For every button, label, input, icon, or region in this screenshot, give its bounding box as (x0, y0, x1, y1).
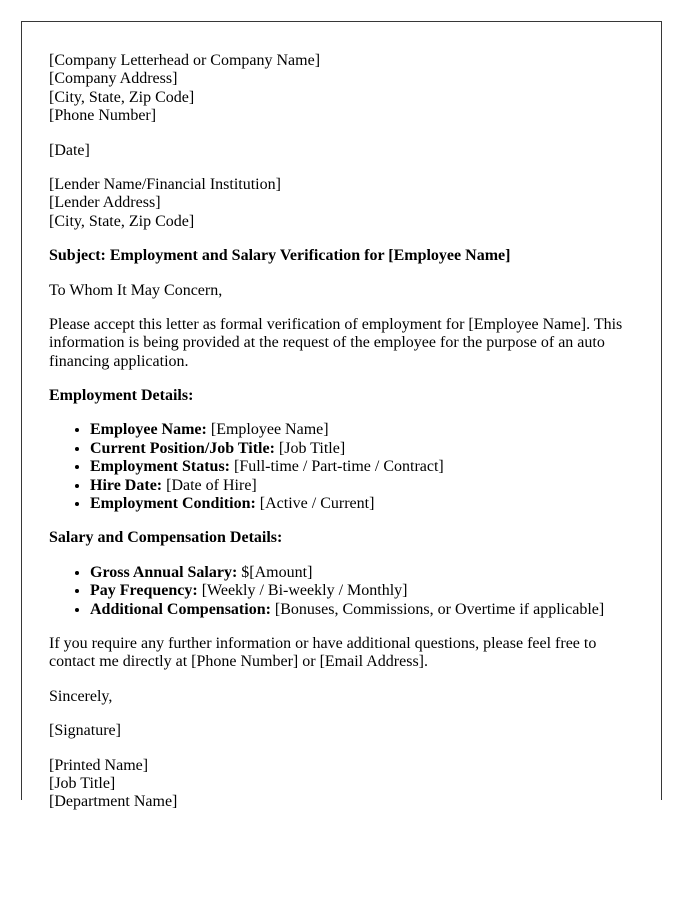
list-item-additional-compensation (90, 601, 635, 619)
list-item-gross-salary (90, 564, 635, 582)
salary-details-list (49, 564, 635, 619)
company-city-state-zip-line: [City, State, Zip Code] (49, 88, 195, 106)
printed-name-line: [Printed Name] (49, 756, 149, 774)
lender-city-state-zip-line: [City, State, Zip Code] (49, 212, 195, 230)
item-label: Employment Condition: (90, 495, 256, 513)
list-item-pay-frequency (90, 582, 635, 600)
subject-line: Subject: Employment and Salary Verification for [Employee Name] (49, 247, 511, 265)
item-value: [Active / Current] (259, 495, 375, 513)
department-name-line: [Department Name] (49, 793, 178, 811)
company-name-line: [Company Letterhead or Company Name] (49, 52, 321, 69)
salutation: To Whom It May Concern, (49, 281, 223, 299)
list-item-employment-condition (90, 495, 635, 513)
item-value: [Full-time / Part-time / Contract] (234, 458, 444, 476)
salary-details-heading: Salary and Compensation Details: (49, 529, 283, 547)
company-block (49, 52, 635, 126)
letter-page (21, 21, 662, 811)
employment-details-list (49, 421, 635, 513)
lender-block (49, 176, 635, 231)
employment-details-heading: Employment Details: (49, 387, 194, 405)
item-label: Pay Frequency: (90, 582, 198, 600)
company-phone-line: [Phone Number] (49, 107, 157, 125)
date-line: [Date] (49, 141, 90, 159)
job-title-line: [Job Title] (49, 774, 116, 792)
signature-placeholder: [Signature] (49, 722, 121, 740)
item-value: [Weekly / Bi-weekly / Monthly] (201, 582, 408, 600)
item-label: Employment Status: (90, 458, 231, 476)
signoff: Sincerely, (49, 687, 113, 705)
item-label: Hire Date: (90, 476, 163, 494)
item-label: Additional Compensation: (90, 600, 271, 618)
item-value: [Job Title] (278, 439, 346, 457)
item-value: [Employee Name] (210, 421, 329, 439)
closing-paragraph: If you require any further information or have additional questions, please feel free to contact me directly at [Phone Number] or [Email Address]. (49, 634, 597, 671)
company-address-line: [Company Address] (49, 70, 178, 88)
list-item-hire-date (90, 477, 635, 495)
item-label: Current Position/Job Title: (90, 439, 275, 457)
signer-block (49, 757, 635, 812)
item-value: [Date of Hire] (166, 476, 257, 494)
lender-name-line: [Lender Name/Financial Institution] (49, 175, 281, 193)
item-value: $[Amount] (241, 563, 313, 581)
list-item-position (90, 440, 635, 458)
lender-address-line: [Lender Address] (49, 194, 161, 212)
intro-paragraph: Please accept this letter as formal verification of employment for [Employee Name]. This information is being provided at the request of the employee for the purpose of an auto financing application. (49, 315, 623, 370)
item-label: Employee Name: (90, 421, 207, 439)
list-item-employment-status (90, 458, 635, 476)
item-value: [Bonuses, Commissions, or Overtime if applicable] (274, 600, 605, 618)
item-label: Gross Annual Salary: (90, 563, 238, 581)
list-item-employee-name (90, 421, 635, 439)
